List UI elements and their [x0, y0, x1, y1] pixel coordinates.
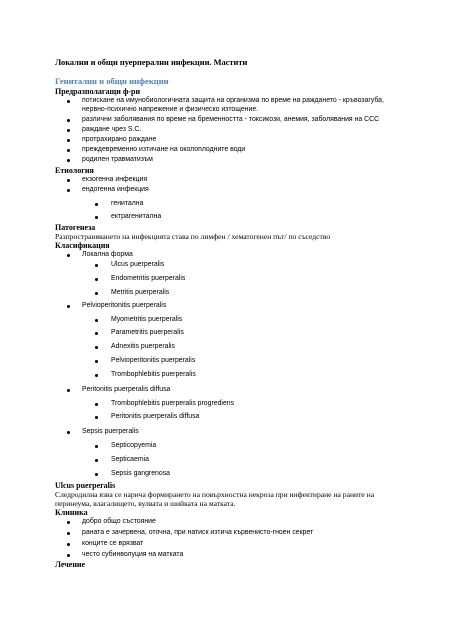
sub-list-item: Trombophlebitis puerperalis progrediens	[95, 400, 455, 410]
bullet-icon	[67, 431, 70, 434]
bullet-icon	[67, 119, 70, 122]
pathogenesis-heading: Патогенеза	[55, 223, 96, 232]
bullet-icon	[67, 532, 70, 535]
list-item: често субинволуция на матката	[67, 551, 427, 561]
list-item: различни заболявания по време на бременността - токсикози, анемия, заболявания на ССС	[67, 116, 427, 126]
list-item: Sepsis puerperalis	[67, 428, 427, 438]
sub-list-item: Trombophlebitis puerperalis	[95, 371, 455, 381]
sub-list-item: Metritis puerperalis	[95, 289, 455, 299]
sub-list-item: Septicaemia	[95, 456, 455, 466]
bullet-icon	[95, 332, 98, 335]
list-item: екзогенна инфекция	[67, 176, 427, 186]
list-item: Pelvioperitonitis puerperalis	[67, 302, 427, 312]
bullet-icon	[67, 159, 70, 162]
list-item-continuation: нервно-психично напрежение и физическо изтощение.	[82, 106, 259, 113]
ulcus-text-line-1: Следродилна язва се нарича формирането на повърхностна некроза при инфектиране на раните на	[55, 490, 375, 499]
bullet-icon	[95, 403, 98, 406]
sub-list-item: Peritonitis puerperalis diffusa	[95, 413, 455, 423]
bullet-icon	[95, 216, 98, 219]
list-item: раждане чрез S.C.	[67, 126, 427, 136]
sub-list-item: Pelvioperitonitis puerperalis	[95, 357, 455, 367]
bullet-icon	[67, 543, 70, 546]
bullet-icon	[67, 129, 70, 132]
bullet-icon	[67, 100, 70, 103]
list-item: конците се врязват	[67, 540, 427, 550]
bullet-icon	[95, 319, 98, 322]
bullet-icon	[67, 149, 70, 152]
list-item: раната е зачервена, оточна, при натиск изтича кървенисто-гноен секрет	[67, 529, 427, 539]
list-item: родилен травматизъм	[67, 156, 427, 166]
etiology-heading: Етиология	[55, 166, 94, 175]
list-item: потискане на имунобиологичната защита на организма по време на раждането - кръвозагуба,	[67, 97, 427, 107]
bullet-icon	[95, 264, 98, 267]
predisposing-heading: Предразполагащи ф-ри	[55, 87, 141, 96]
list-item: добро общо състояние	[67, 518, 427, 528]
bullet-icon	[95, 360, 98, 363]
bullet-icon	[67, 305, 70, 308]
bullet-icon	[95, 416, 98, 419]
document-title: Локални и общи пуерперални инфекции. Мастити	[55, 58, 248, 67]
ulcus-heading: Ulcus puerperalis	[55, 481, 116, 490]
section-heading: Генитални и общи инфекции	[55, 76, 169, 86]
list-item: преждевременно изтичане на околоплодните води	[67, 146, 427, 156]
bullet-icon	[95, 346, 98, 349]
treatment-heading: Лечение	[55, 560, 86, 569]
bullet-icon	[95, 459, 98, 462]
bullet-icon	[67, 139, 70, 142]
bullet-icon	[95, 445, 98, 448]
sub-list-item: ектрагенитална	[95, 213, 455, 223]
bullet-icon	[67, 179, 70, 182]
bullet-icon	[95, 292, 98, 295]
sub-list-item: Myometritis puerperalis	[95, 316, 455, 326]
sub-list-item: Sepsis gangrenosa	[95, 470, 455, 480]
bullet-icon	[67, 521, 70, 524]
pathogenesis-text: Разпространяването на инфекцията става по лимфен / хематогенен път/ по съседство	[55, 232, 331, 241]
bullet-icon	[67, 389, 70, 392]
bullet-icon	[67, 554, 70, 557]
list-item: Peritonitis puerperalis diffusa	[67, 386, 427, 396]
sub-list-item: Adnexitis puerperalis	[95, 343, 455, 353]
classification-heading: Класификация	[55, 241, 110, 250]
bullet-icon	[67, 254, 70, 257]
bullet-icon	[95, 203, 98, 206]
bullet-icon	[95, 473, 98, 476]
list-item: протрахирано раждане	[67, 136, 427, 146]
bullet-icon	[95, 374, 98, 377]
sub-list-item: Septicopyemia	[95, 442, 455, 452]
bullet-icon	[95, 278, 98, 281]
sub-list-item: Endometritis puerperalis	[95, 275, 455, 285]
sub-list-item: Parametritis puerperalis	[95, 329, 455, 339]
clinic-heading: Клиника	[55, 508, 88, 517]
list-item: Локална форма	[67, 251, 427, 261]
sub-list-item: генитална	[95, 200, 455, 210]
bullet-icon	[67, 189, 70, 192]
sub-list-item: Ulcus puerperalis	[95, 261, 455, 271]
list-item: ендогенна инфекция	[67, 186, 427, 196]
ulcus-text-line-2: перинеума, влагалището, вулвата и шийката на матката.	[55, 499, 236, 508]
